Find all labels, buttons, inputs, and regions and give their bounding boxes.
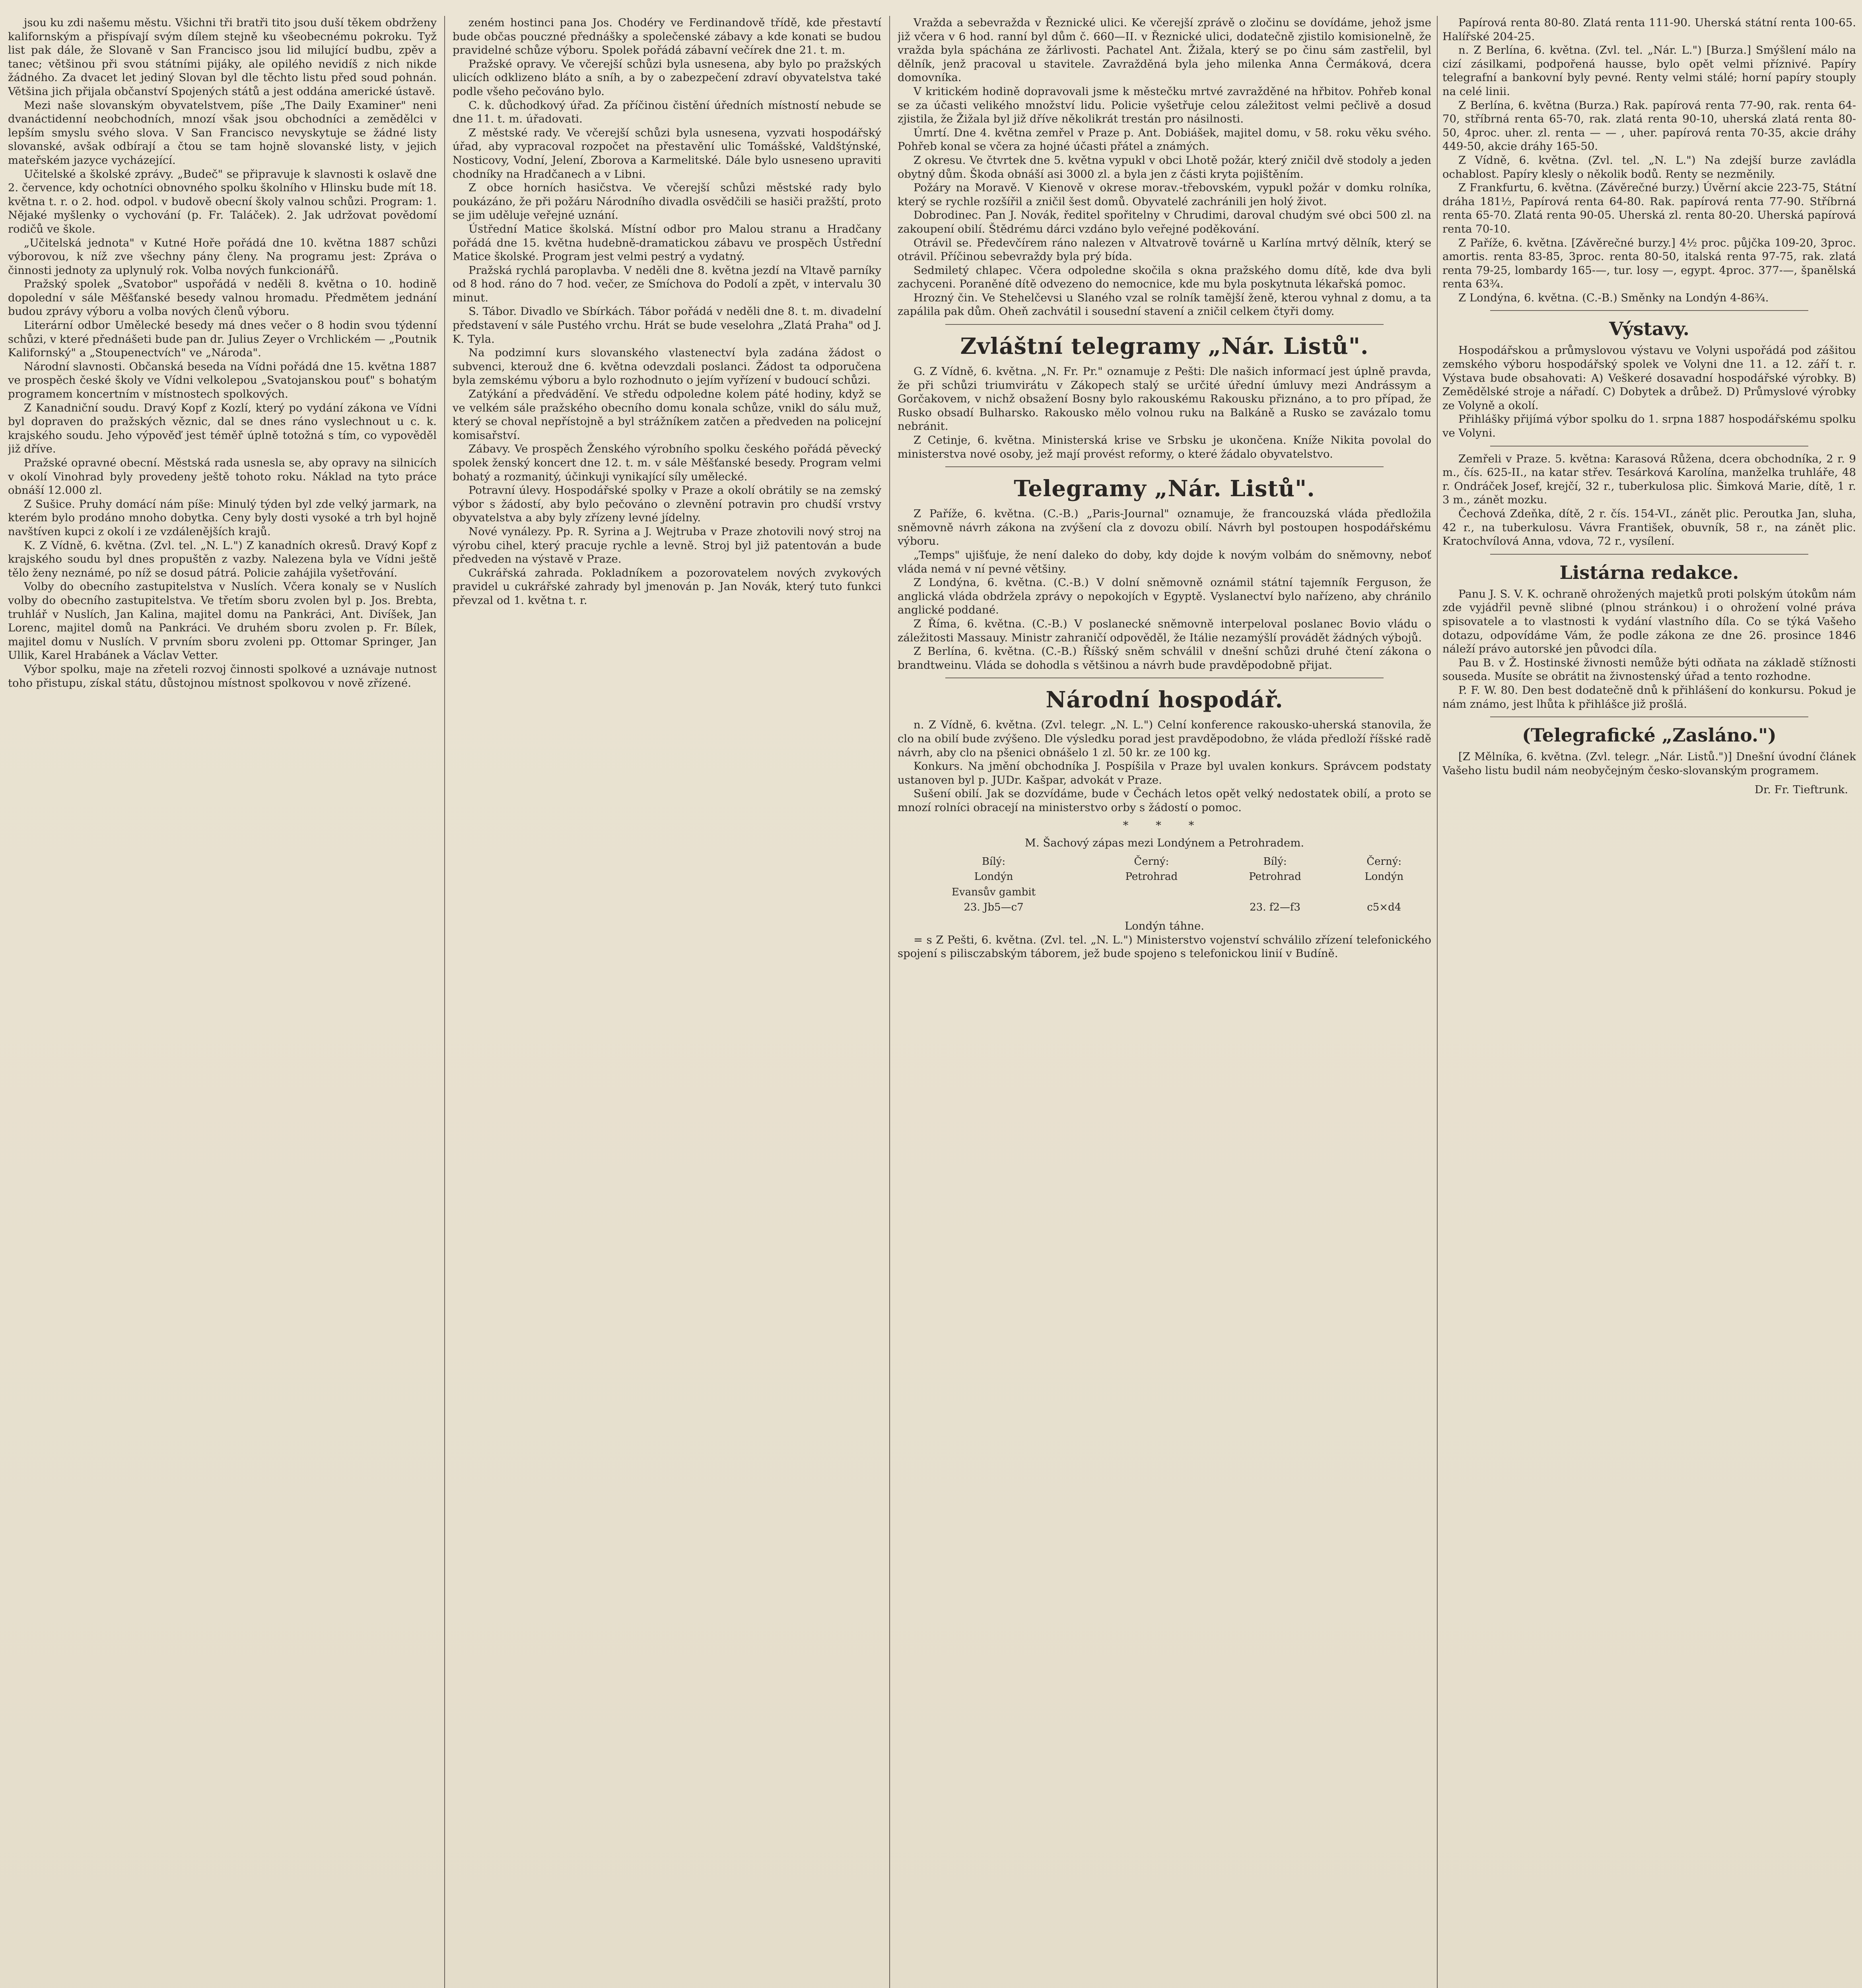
telegram-paragraph: Z Říma, 6. května. (C.-B.) V poslanecké sněmovně interpeloval poslanec Bovio vládu o záležitosti Massauy. Ministr zahraničí odpověděl, že Itálie nezamýšlí provádět žádných výbojů. xyxy=(898,617,1431,644)
column-rule xyxy=(444,16,445,1988)
economy-paragraph: Konkurs. Na jmění obchodníka J. Pospíšila v Praze byl uvalen konkurs. Správcem podstaty ustanoven byl p. JUDr. Kašpar, advokát v Praze. xyxy=(898,760,1431,786)
section-divider xyxy=(945,324,1384,325)
exhibition-paragraph: Hospodářskou a průmyslovou výstavu ve Volyni uspořádá pod zášitou zemského výboru hospodářský spolek ve Volyni dne 11. a 12. září t. r. Výstava bude obsahovati: A) Veškeré dosavadní hospodářské výrobky. B) Zemědělské stroje a nářadí. C) Dobytek a drůbež. D) Průmyslové výrobky ze Volyně a okolí. xyxy=(1442,344,1856,412)
market-paragraph: Z Paříže, 6. května. [Závěrečné burzy.] 4½ proc. půjčka 109-20, 3proc. amortis. renta 83-85, 3proc. renta 80-50, italská renta 97-75, rak. zlatá renta 79-25, lombardy 165-—, tur. losy —, egypt. 4proc. 377-—, španělská renta 63¾. xyxy=(1442,236,1856,291)
article-paragraph: Pražské opravné obecní. Městská rada usnesla se, aby opravy na silnicích v okolí Vinohrad byly provedeny ještě tohoto roku. Náklad na tyto práce obnáší 12.000 zl. xyxy=(8,456,437,497)
mailbox-paragraph: Panu J. S. V. K. ochraně ohrožených majetků proti polským útokům nám zde vyjádřil pevně slibné (plnou stránkou) i o ohrožení volné práva spisovatele a to vlastnosti k vydání vlastního díla. Co se týká Vašeho dotazu, odpovídáme Vám, že podle zákona ze dne 26. prosince 1846 náleží právo autorské jen původci díla. xyxy=(1442,587,1856,656)
table-cell: Petrohrad xyxy=(1249,871,1301,883)
market-paragraph: Z Frankfurtu, 6. května. (Závěrečné burzy.) Úvěrní akcie 223-75, Státní dráha 181½, Papírová renta 64-80. Rak. papírová renta 77-90. Stříbrná renta 65-70. Zlatá renta 90-05. Uherská zl. renta 80-20. Uherská papírová renta 70-10. xyxy=(1442,181,1856,235)
chess-table xyxy=(898,854,1431,915)
article-paragraph: Zábavy. Ve prospěch Ženského výrobního spolku českého pořádá pěvecký spolek ženský koncert dne 12. t. m. v sále Měšťanské besedy. Program velmi bohatý a rozmanitý, účinkuji vynikající síly umělecké. xyxy=(453,443,881,483)
article-paragraph: S. Tábor. Divadlo ve Sbírkách. Tábor pořádá v neděli dne 8. t. m. divadelní představení v sále Pustého vrchu. Hrát se bude veselohra „Zlatá Praha" od J. K. Tyla. xyxy=(453,305,881,346)
section-divider xyxy=(1490,446,1808,447)
section-divider xyxy=(1490,716,1808,717)
article-paragraph: Na podzimní kurs slovanského vlastenectví byla zadána žádost o subvenci, kterouž dne 6. května odevzdali poslanci. Žádost ta odporučena byla zemskému výboru a bylo rozhodnuto o jejím vyřízení v budoucí schůzi. xyxy=(453,346,881,387)
table-cell: Petrohrad xyxy=(1125,871,1178,883)
table-cell: Bílý: xyxy=(1263,855,1287,868)
article-paragraph: = s Z Pešti, 6. května. (Zvl. tel. „N. L.") Ministerstvo vojenství schválilo zřízení telefonického spojení s pilisczabským táborem, jež bude spojeno s telefonickou linií v Budíně. xyxy=(898,933,1431,960)
notice-paragraph: [Z Mělníka, 6. května. (Zvl. telegr. „Nár. Listů.")] Dnešní úvodní článek Vašeho listu budil nám neobyčejným česko-slovanským programem. xyxy=(1442,750,1856,777)
chess-caption: M. Šachový zápas mezi Londýnem a Petrohradem. xyxy=(1024,837,1304,850)
column-1 xyxy=(8,16,437,1988)
article-paragraph: Volby do obecního zastupitelstva v Nuslích. Včera konaly se v Nuslích volby do obecního zastupitelstva. Ve třetím sboru zvolen byl p. Jos. Brebta, truhlář v Nuslích, Jan Kalina, majitel domu na Pankráci, Ant. Divíšek, Jan Lorenc, majitel domů na Pankráci. Ve druhém sboru zvolen p. Fr. Bílek, majitel domu v Nuslích. V prvním sboru zvoleni pp. Ottomar Springer, Jan Ullik, Karel Hrabánek a Václav Vetter. xyxy=(8,580,437,662)
table-cell: Londýn xyxy=(974,871,1013,883)
mailbox-paragraph: Pau B. v Ž. Hostinské živnosti nemůže býti odňata na základě stížnosti souseda. Musíte se obrátit na živnostenský úřad a tento rozhodne. xyxy=(1442,656,1856,683)
telegram-paragraph: G. Z Vídně, 6. května. „N. Fr. Pr." oznamuje z Pešti: Dle našich informací jest úplně pravda, že při schůzi triumvirátu v Zákopech stalý se určité úřední úmluvy mezi Andrássym a Gorčakovem, v nichž obsažení Bosny bylo rakouskému Rakousku přiznáno, a to pro případ, že Rusko obsadí Bulharsko. Rakousko mělo volnou ruku na Balkáně a Rusko se zavázalo tomu nebránit. xyxy=(898,365,1431,433)
article-paragraph: Z obce horních hasičstva. Ve včerejší schůzi městské rady bylo poukázáno, že při požáru Národního divadla osvědčili se hasiči pražští, proto se jim uděluje veřejné uznání. xyxy=(453,181,881,222)
table-cell: Černý: xyxy=(1134,855,1169,868)
column-rule xyxy=(1437,16,1438,1988)
article-paragraph: Z okresu. Ve čtvrtek dne 5. května vypukl v obci Lhotě požár, který zničil dvě stodoly a jeden obytný dům. Škoda obnáší asi 3000 zl. a byla jen z části kryta pojištěním. xyxy=(898,153,1431,181)
obituary-paragraph: Zemřeli v Praze. 5. května: Karasová Růžena, dcera obchodníka, 2 r. 9 m., čís. 625-II., na katar střev. Tesárková Karolína, manželka truhláře, 48 r. Ondráček Josef, krejčí, 32 r., tuberkulosa plic. Šimková Marie, dítě, 1 r. 3 m., zánět mozku. xyxy=(1442,452,1856,507)
telegram-paragraph: „Temps" ujišťuje, že není daleko do doby, kdy dojde k novým volbám do sněmovny, neboť vláda nemá v ní pevné většiny. xyxy=(898,549,1431,575)
exhibition-paragraph: Přihlášky přijímá výbor spolku do 1. srpna 1887 hospodářskému spolku ve Volyni. xyxy=(1442,413,1856,440)
table-row xyxy=(898,854,1431,870)
table-cell: 23. Jb5—c7 xyxy=(964,901,1024,914)
article-paragraph: V kritickém hodině dopravovali jsme k městečku mrtvé zavražděné na hřbitov. Pohřeb konal se za účasti velikého množství lidu. Policie vyšetřuje celou záležitost velmi pečlivě a dosud zjistila, že Žižala byl již dříve několikrát trestán pro násilnosti. xyxy=(898,85,1431,126)
column-rule xyxy=(889,16,890,1988)
article-paragraph: Zatýkání a předvádění. Ve středu odpoledne kolem páté hodiny, když se ve velkém sále pražského obecního domu konala schůze, vnikl do sálu muž, který se choval nepřístojně a byl strážníkem zatčen a předveden na policejní komisařství. xyxy=(453,388,881,442)
table-cell xyxy=(1090,885,1213,900)
article-paragraph: K. Z Vídně, 6. května. (Zvl. tel. „N. L.") Z kanadních okresů. Dravý Kopf z krajského soudu byl dnes propuštěn z vazby. Nalezena byla ve Vídni ještě tělo ženy neznámé, po níž se dosud pátrá. Policie zahájila vyšetřování. xyxy=(8,539,437,579)
column-2 xyxy=(453,16,881,1988)
section-divider xyxy=(945,466,1384,467)
market-paragraph: Z Vídně, 6. května. (Zvl. tel. „N. L.") Na zdejší burze zavládla ochablost. Papíry klesly o několik bodů. Renty se nezměnily. xyxy=(1442,153,1856,181)
article-paragraph: Nové vynálezy. Pp. R. Syrina a J. Wejtruba v Praze zhotovili nový stroj na výrobu cihel, který pracuje rychle a levně. Stroj byl již patentován a bude předveden na výstavě v Praze. xyxy=(453,525,881,566)
article-paragraph: Cukrářská zahrada. Pokladníkem a pozorovatelem nových zvykových pravidel u cukrářské zahrady byl jmenován p. Jan Novák, který tuto funkci převzal od 1. května t. r. xyxy=(453,566,881,607)
column-3 xyxy=(898,16,1431,1988)
market-paragraph: n. Z Berlína, 6. května. (Zvl. tel. „Nár. L.") [Burza.] Smýšlení málo na cizí zásilkami, podpořená hausse, bylo opět velmi příznivé. Papíry telegrafní a bankovní byly pevné. Renty velmi stálé; horní papíry stouply na celé linii. xyxy=(1442,44,1856,98)
table-row xyxy=(898,885,1431,900)
market-paragraph: Z Londýna, 6. května. (C.-B.) Směnky na Londýn 4-86¾. xyxy=(1458,291,1769,304)
article-paragraph: Z Kanadniční soudu. Dravý Kopf z Kozlí, který po vydání zákona ve Vídni byl dopraven do pražských věznic, dal se dnes ráno vyslechnout u c. k. krajského soudu. Jeho výpověď jest téměř úplně totožná s tím, co vypověděl již dříve. xyxy=(8,401,437,456)
section-heading-telegrams: Telegramy „Nár. Listů". xyxy=(1014,476,1315,502)
article-paragraph: Hrozný čin. Ve Stehelčevsi u Slaného vzal se rolník tamější ženě, kterou vyhnal z domu, a ta zapálila pak dům. Oheň zachvátil i sousední stavení a zničil celkem čtyři domy. xyxy=(898,291,1431,318)
table-cell: Londýn xyxy=(1364,871,1404,883)
table-cell xyxy=(1213,885,1337,900)
section-divider xyxy=(1490,554,1808,555)
chess-note: Londýn táhne. xyxy=(1124,920,1204,933)
article-paragraph: Dobrodinec. Pan J. Novák, ředitel spořitelny v Chrudimi, daroval chudým své obci 500 zl. na zakoupení obilí. Štědrému dárci vzdáno bylo veřejné poděkování. xyxy=(898,209,1431,235)
table-row xyxy=(898,869,1431,885)
table-cell: Bílý: xyxy=(982,855,1006,868)
economy-paragraph: n. Z Vídně, 6. května. (Zvl. telegr. „N. L.") Celní konference rakousko-uherská stanovila, že clo na obilí bude zvýšeno. Dle výsledku porad jest pravděpodobno, že vláda předloží říšské radě návrh, aby clo na pšenici obnášelo 1 zl. 50 kr. ze 100 kg. xyxy=(898,718,1431,759)
section-heading-editorial-mailbox: Listárna redakce. xyxy=(1559,561,1739,583)
economy-paragraph: Sušení obilí. Jak se dozvídáme, bude v Čechách letos opět velký nedostatek obilí, a proto se mnozí rolníci obracejí na ministerstvo orby s žádostí o pomoc. xyxy=(898,787,1431,814)
article-paragraph: Národní slavnosti. Občanská beseda na Vídni pořádá dne 15. května 1887 ve prospěch české školy ve Vídni velkolepou „Svatojanskou pouť" s bohatým programem koncertním v místnostech spolkových. xyxy=(8,360,437,401)
table-cell: c5×d4 xyxy=(1367,901,1401,914)
column-4 xyxy=(1442,16,1856,1988)
mailbox-paragraph: P. F. W. 80. Den best dodatečně dnů k přihlášení do konkursu. Pokud je nám známo, jest lhůta k přihlášce již prošlá. xyxy=(1442,683,1856,711)
article-paragraph: Vražda a sebevražda v Řeznické ulici. Ke včerejší zprávě o zločinu se dovídáme, jehož jsme již včera v 6 hod. ranní byl dům č. 660—II. v Řeznické ulici, dodatečně zjistilo komisionelně, že vražda byla spáchána ze žárlivosti. Pachatel Ant. Žižala, který se po činu sám zastřelil, byl dělník, jenž pracoval u stavitele. Zavražděná byla jeho milenka Anna Čermáková, dcera domovníka. xyxy=(898,16,1431,84)
market-paragraph: Papírová renta 80-80. Zlatá renta 111-90. Uherská státní renta 100-65. Halířské 204-25. xyxy=(1442,16,1856,43)
article-paragraph: Pražská rychlá paroplavba. V neděli dne 8. května jezdí na Vltavě parníky od 8 hod. ráno do 7 hod. večer, ze Smíchova do Podolí a zpět, v intervalu 30 minut. xyxy=(453,264,881,304)
article-paragraph: Požáry na Moravě. V Kienově v okrese morav.-třebovském, vypukl požár v domku rolníka, který se rychle rozšířil a zničil šest domů. Obyvatelé zachránili jen holý život. xyxy=(898,181,1431,208)
telegram-paragraph: Z Londýna, 6. května. (C.-B.) V dolní sněmovně oznámil státní tajemník Ferguson, že anglická vláda obdržela zprávy o nepokojích v Egyptě. Vyslanectví bylo nařízeno, aby chránilo anglické poddané. xyxy=(898,576,1431,617)
telegram-paragraph: Z Paříže, 6. května. (C.-B.) „Paris-Journal" oznamuje, že francouzská vláda předložila sněmovně návrh zákona na zvýšení cla z dovozu obilí. Návrh byl postoupen hospodářskému výboru. xyxy=(898,507,1431,548)
article-paragraph: „Učitelská jednota" v Kutné Hoře pořádá dne 10. května 1887 schůzi výborovou, k níž zve všechny pány členy. Na programu jest: Zpráva o činnosti jednoty za uplynulý rok. Volba nových funkcionářů. xyxy=(8,236,437,277)
article-paragraph: Sedmiletý chlapec. Včera odpoledne skočila s okna pražského domu dítě, kde dva byli zachyceni. Poraněné dítě odvezeno do nemocnice, kde mu byla poskytnuta lékařská pomoc. xyxy=(898,264,1431,291)
article-paragraph: Úmrtí. Dne 4. května zemřel v Praze p. Ant. Dobiášek, majitel domu, v 58. roku věku svého. Pohřeb konal se včera za hojné účasti přátel a známých. xyxy=(898,126,1431,153)
section-heading-exhibitions: Výstavy. xyxy=(1609,318,1689,340)
article-paragraph: Učitelské a školské zprávy. „Budeč" se připravuje k slavnosti k oslavě dne 2. července, kdy ochotníci obnovného spolku školního v Hlinsku bude mít 18. května t. r. o 2. hod. odpol. v budově obecní školy valnou schůzi. Program: 1. Nějaké myšlenky o vychování (p. Fr. Taláček). 2. Jak udržovat povědomí rodičů ve škole. xyxy=(8,167,437,235)
table-cell: 23. f2—f3 xyxy=(1250,901,1301,914)
table-cell xyxy=(1337,885,1431,900)
article-paragraph: zeném hostinci pana Jos. Chodéry ve Ferdinandově třídě, kde přestavtí bude občas pouczné přednášky a společenské zábavy a kde konati se budou pravidelné schůze výboru. Spolek pořádá zábavní večírek dne 21. t. m. xyxy=(453,16,881,57)
article-paragraph: jsou ku zdi našemu městu. Všichni tři bratři tito jsou duší těkem obdrženy kalifornským a přispívají svým dílem stejně ku všeobecnému pokroku. Tyž list pak dále, že Slovaně v San Francisco jsou lid milující budbu, zpěv a tanec; většinou při svou státními pijáky, ale opilého nevidíš z nich nikde žádného. Za dvacet let jediný Slovan byl dle těchto listu před soud pohnán. Většina jich přijala občanství Spojených států a jest oddána americké ústavě. xyxy=(8,16,437,98)
obituary-paragraph: Čechová Zdeňka, dítě, 2 r. čís. 154-VI., zánět plic. Peroutka Jan, sluha, 42 r., na tuberkulosu. Vávra František, obuvník, 58 r., na zánět plic. Kratochvílová Anna, vdova, 72 r., vysílení. xyxy=(1442,507,1856,548)
table-cell: Černý: xyxy=(1366,855,1402,868)
article-paragraph: Mezi naše slovanským obyvatelstvem, píše „The Daily Examiner" neni dvanáctidenní neobchodních, mnozí však jsou obchodníci a zemědělci v lepším smyslu svého slova. V San Francisco nevyskytuje se žádné listy slovanské, avšak odbírají a čtou se tam hojně slovanské listy, v jejich mateřském jazyce vycházející. xyxy=(8,99,437,167)
section-heading-telegraphic-notice: (Telegrafické „Zasláno.") xyxy=(1522,724,1776,746)
article-paragraph: Výbor spolku, maje na zřeteli rozvoj činnosti spolkové a uznávaje nutnost toho přistupu, získal státu, důstojnou místnost spolkovou v nově zřízené. xyxy=(8,662,437,689)
article-paragraph: Pražské opravy. Ve včerejší schůzi byla usnesena, aby bylo po pražských ulicích odklizeno bláto a sníh, a by o zabezpečení zdraví obyvatelstva také podle všeho pečováno bylo. xyxy=(453,57,881,98)
section-divider xyxy=(1490,310,1808,311)
market-paragraph: Z Berlína, 6. května (Burza.) Rak. papírová renta 77-90, rak. renta 64-70, stříbrná renta 65-70, rak. zlatá renta 90-10, uherská zlatá renta 80-50, 4proc. uher. zl. renta — — , uher. papírová renta 70-35, akcie dráhy 449-50, akcie dráhy 165-50. xyxy=(1442,99,1856,153)
article-paragraph: Otrávil se. Předevčírem ráno nalezen v Altvatrově továrně u Karlína mrtvý dělník, který se otrávil. Příčinou sebevraždy byla prý bída. xyxy=(898,236,1431,263)
section-heading-special-telegrams: Zvláštní telegramy „Nár. Listů". xyxy=(960,333,1369,360)
article-paragraph: Literární odbor Umělecké besedy má dnes večer o 8 hodin svou týdenní schůzi, v které přednášeti bude pan dr. Julius Zeyer o Vrchlickém — „Poutnik Kalifornský" a „Stoupenectvích" ve „Národa". xyxy=(8,319,437,359)
table-cell xyxy=(1090,900,1213,915)
article-paragraph: Ústřední Matice školská. Místní odbor pro Malou stranu a Hradčany pořádá dne 15. května hudebně-dramatickou zábavu ve prospěch Ústřední Matice školské. Program jest velmi pestrý a vydatný. xyxy=(453,222,881,263)
section-ornament: * * * xyxy=(1123,819,1206,832)
section-heading-national-economy: Národní hospodář. xyxy=(1046,687,1283,713)
table-row xyxy=(898,900,1431,915)
article-paragraph: Z Sušice. Pruhy domácí nám píše: Minulý týden byl zde velký jarmark, na kterém bylo prodáno mnoho dobytka. Ceny byly dosti vysoké a trh byl hojně navštíven kupci z okolí i ze vzdálenějších krajů. xyxy=(8,497,437,538)
article-paragraph: C. k. důchodkový úřad. Za příčinou čistění úředních místností nebude se dne 11. t. m. úřadovati. xyxy=(453,99,881,126)
article-paragraph: Z městské rady. Ve včerejší schůzi byla usnesena, vyzvati hospodářský úřad, aby vypracoval rozpočet na přestavění ulic Tomášské, Valdštýnské, Nosticovy, Vodní, Jelení, Zborova a Karmelitské. Dále bylo usneseno upraviti chodníky na Hradčanech a v Libni. xyxy=(453,126,881,181)
signature: Dr. Fr. Tieftrunk. xyxy=(1755,783,1848,796)
article-paragraph: Potravní úlevy. Hospodářské spolky v Praze a okolí obrátily se na zemský výbor s žádostí, aby bylo pečováno o zlevnění potravin pro chudší vrstvy obyvatelstva a aby byly zřízeny levné jídelny. xyxy=(453,484,881,524)
telegram-paragraph: Z Berlína, 6. května. (C.-B.) Říšský sněm schválil v dnešní schůzi druhé čtení zákona o brandtweinu. Vláda se dohodla s většinou a návrh bude pravděpodobně přijat. xyxy=(898,645,1431,672)
telegram-paragraph: Z Cetinje, 6. května. Ministerská krise ve Srbsku je ukončena. Kníže Nikita povolal do ministerstva nové osoby, jež mají provést reformy, o které žádalo obyvatelstvo. xyxy=(898,434,1431,460)
article-paragraph: Pražský spolek „Svatobor" uspořádá v neděli 8. května o 10. hodině dopolední v sále Měšťanské besedy valnou hromadu. Předmětem jednání budou zprávy výboru a volba nových členů výboru. xyxy=(8,278,437,318)
table-cell: Evansův gambit xyxy=(951,886,1036,898)
